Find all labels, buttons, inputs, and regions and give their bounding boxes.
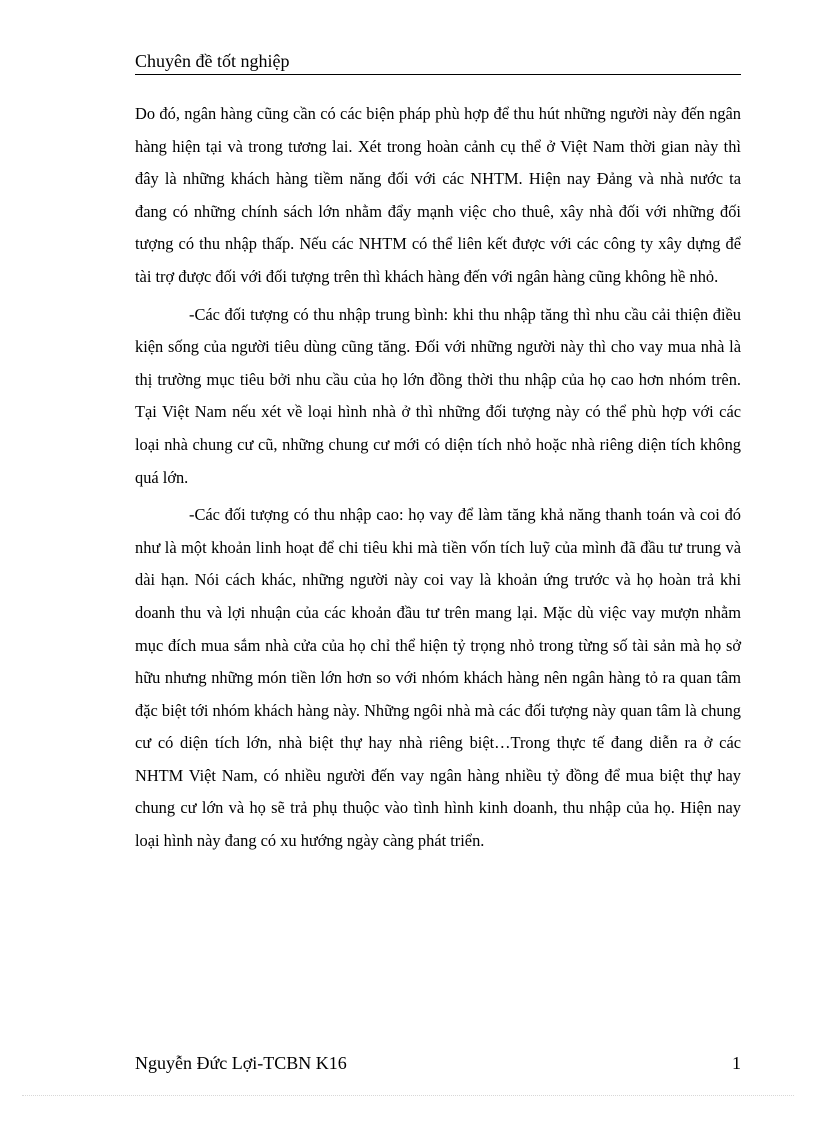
page-edge-divider: [22, 1095, 794, 1096]
body-text: [135, 98, 741, 863]
page-footer: [135, 1050, 741, 1076]
paragraph-2: -Các đối tượng có thu nhập trung bình: khi thu nhập tăng thì nhu cầu cải thiện điều kiện sống của người tiêu dùng cũng tăng. Đối với những người này thì cho vay mua nhà là thị trường mục tiêu bởi nhu cầu của họ lớn đồng thời thu nhập của họ cao hơn nhóm trên. Tại Việt Nam nếu xét về loại hình nhà ở thì những đối tượng này có thể phù hợp với các loại nhà chung cư cũ, những chung cư mới có diện tích nhỏ hoặc nhà riêng diện tích không quá lớn.: [135, 304, 741, 487]
footer-author: Nguyễn Đức Lợi-TCBN K16: [135, 1053, 347, 1073]
paragraph-1: Do đó, ngân hàng cũng cần có các biện pháp phù hợp để thu hút những người này đến ngân hàng hiện tại và trong tương lai. Xét trong hoàn cảnh cụ thể ở Việt Nam thời gian này thì đây là những khách hàng tiềm năng đối với các NHTM. Hiện nay Đảng và nhà nước ta đang có những chính sách lớn nhằm đẩy mạnh việc cho thuê, xây nhà đối với những đối tượng có thu nhập thấp. Nếu các NHTM có thể liên kết được với các công ty xây dựng để tài trợ được đối với đối tượng trên thì khách hàng đến với ngân hàng cũng không hề nhỏ.: [135, 104, 741, 286]
paragraph-3: -Các đối tượng có thu nhập cao: họ vay để làm tăng khả năng thanh toán và coi đó như là một khoản linh hoạt để chi tiêu khi mà tiền vốn tích luỹ của mình đã đầu tư trung và dài hạn. Nói cách khác, những người này coi vay là khoản ứng trước và họ hoàn trả khi doanh thu và lợi nhuận của các khoản đầu tư trên mang lại. Mặc dù việc vay mượn nhằm mục đích mua sắm nhà cửa của họ chỉ thể hiện tỷ trọng nhỏ trong từng số tài sản mà họ sở hữu nhưng những món tiền lớn hơn so với nhóm khách hàng nên ngân hàng tỏ ra quan tâm đặc biệt tới nhóm khách hàng này. Những ngôi nhà mà các đối tượng này quan tâm là chung cư có diện tích lớn, nhà biệt thự hay nhà riêng biệt…Trong thực tế đang diễn ra ở các NHTM Việt Nam, có nhiều người đến vay ngân hàng nhiều tỷ đồng để mua biệt thự hay chung cư lớn và họ sẽ trả phụ thuộc vào tình hình kinh doanh, thu nhập của họ. Hiện nay loại hình này đang có xu hướng ngày càng phát triển.: [135, 505, 741, 851]
page-number: 1: [732, 1053, 741, 1073]
header-title: Chuyên đề tốt nghiệp: [135, 51, 290, 71]
page-header: [135, 50, 741, 75]
